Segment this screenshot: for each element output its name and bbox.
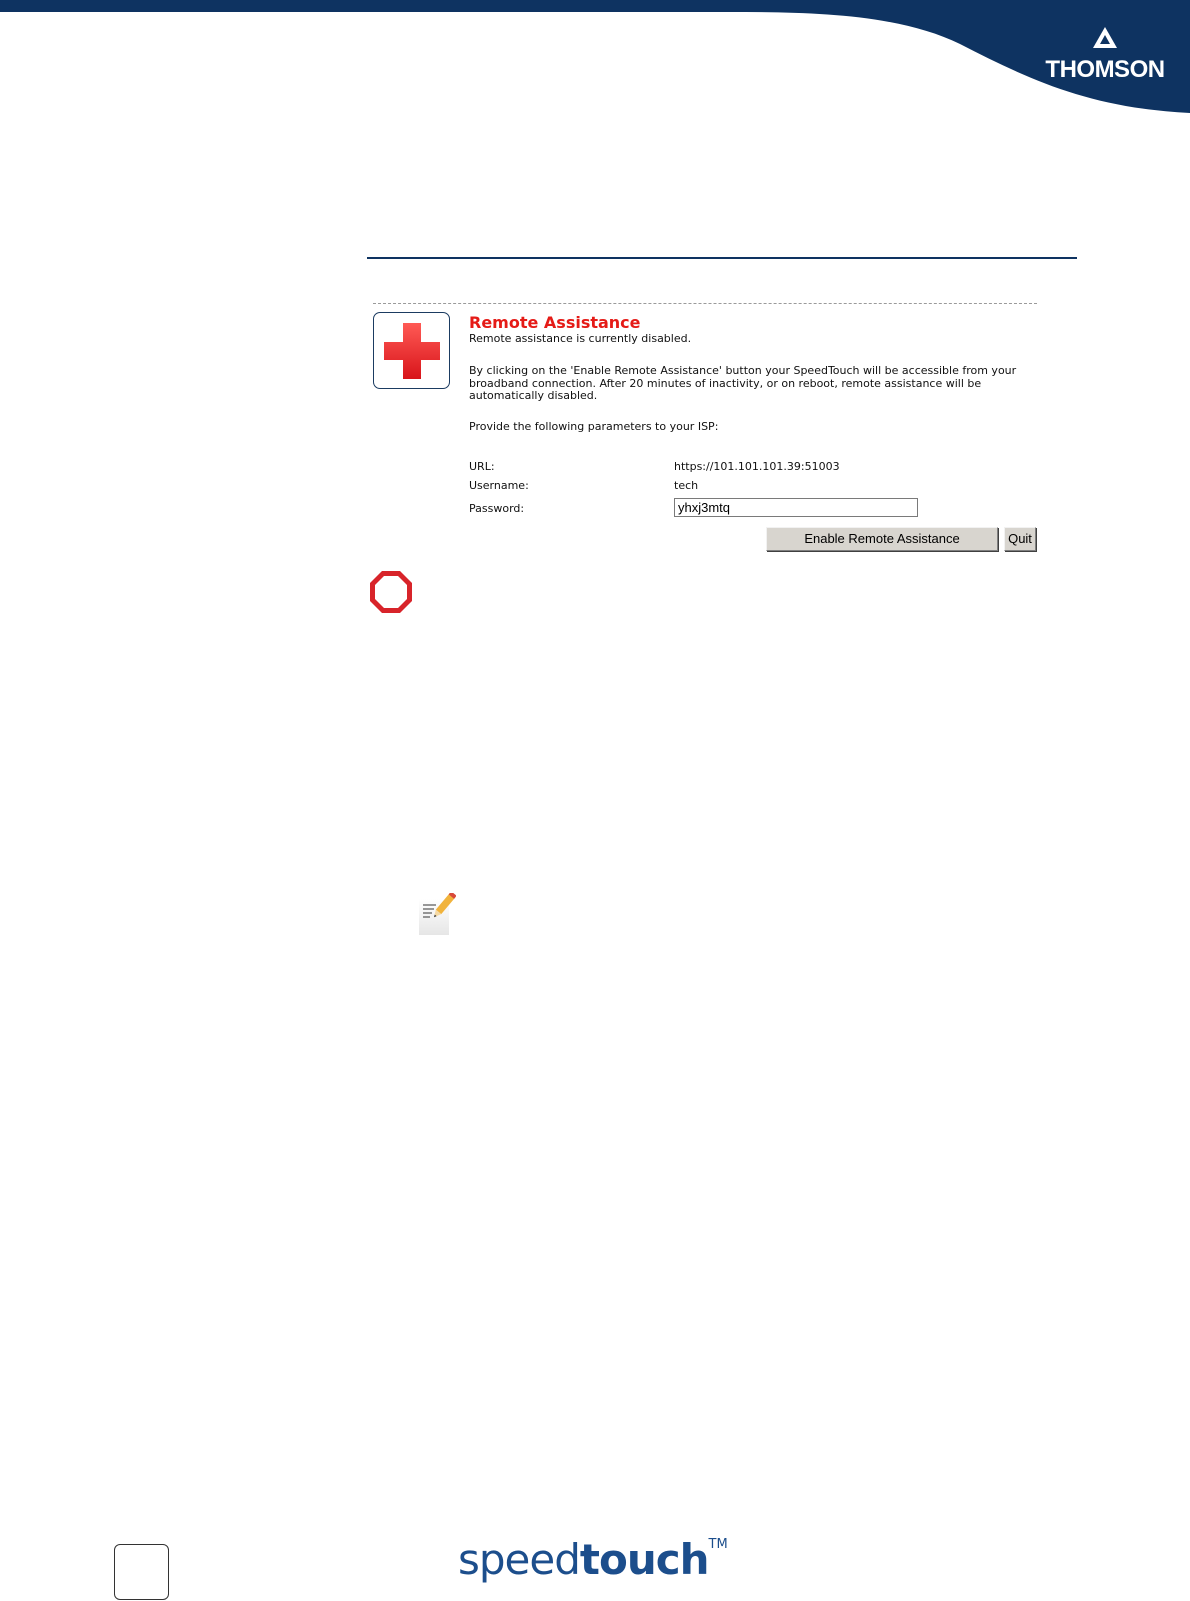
logo-touch-text: touch [579,1535,709,1584]
thomson-logo [1040,26,1170,86]
description-text: By clicking on the 'Enable Remote Assistance' button your SpeedTouch will be accessible from your broadband connection. After 20 minutes of inactivity, or on reboot, remote assistance will be automatically disabled. [469,364,1017,402]
section-rule [367,257,1077,259]
page-number-box [114,1544,169,1600]
url-label: URL: [469,460,495,473]
enable-remote-assistance-button[interactable]: Enable Remote Assistance [766,527,998,551]
red-cross-icon [373,312,450,389]
header-band [0,0,1190,120]
quit-button[interactable]: Quit [1004,527,1036,551]
password-label: Password: [469,502,525,515]
logo-trademark: TM [708,1537,728,1552]
url-value: https://101.101.101.39:51003 [674,460,840,473]
speedtouch-logo [458,1535,728,1584]
username-label: Username: [469,479,529,492]
stop-sign-icon [368,569,414,615]
status-text: Remote assistance is currently disabled. [469,332,692,345]
provide-parameters-text: Provide the following parameters to your ISP: [469,420,719,433]
logo-speed-text: speed [458,1535,580,1584]
thomson-brand-text: THOMSON [1045,56,1165,83]
thomson-mark-icon [1092,26,1118,52]
note-pencil-icon [418,893,456,937]
username-value: tech [674,479,699,492]
password-field[interactable]: yhxj3mtq [674,498,918,517]
dashed-divider [373,303,1037,304]
remote-assistance-title: Remote Assistance [469,313,641,332]
